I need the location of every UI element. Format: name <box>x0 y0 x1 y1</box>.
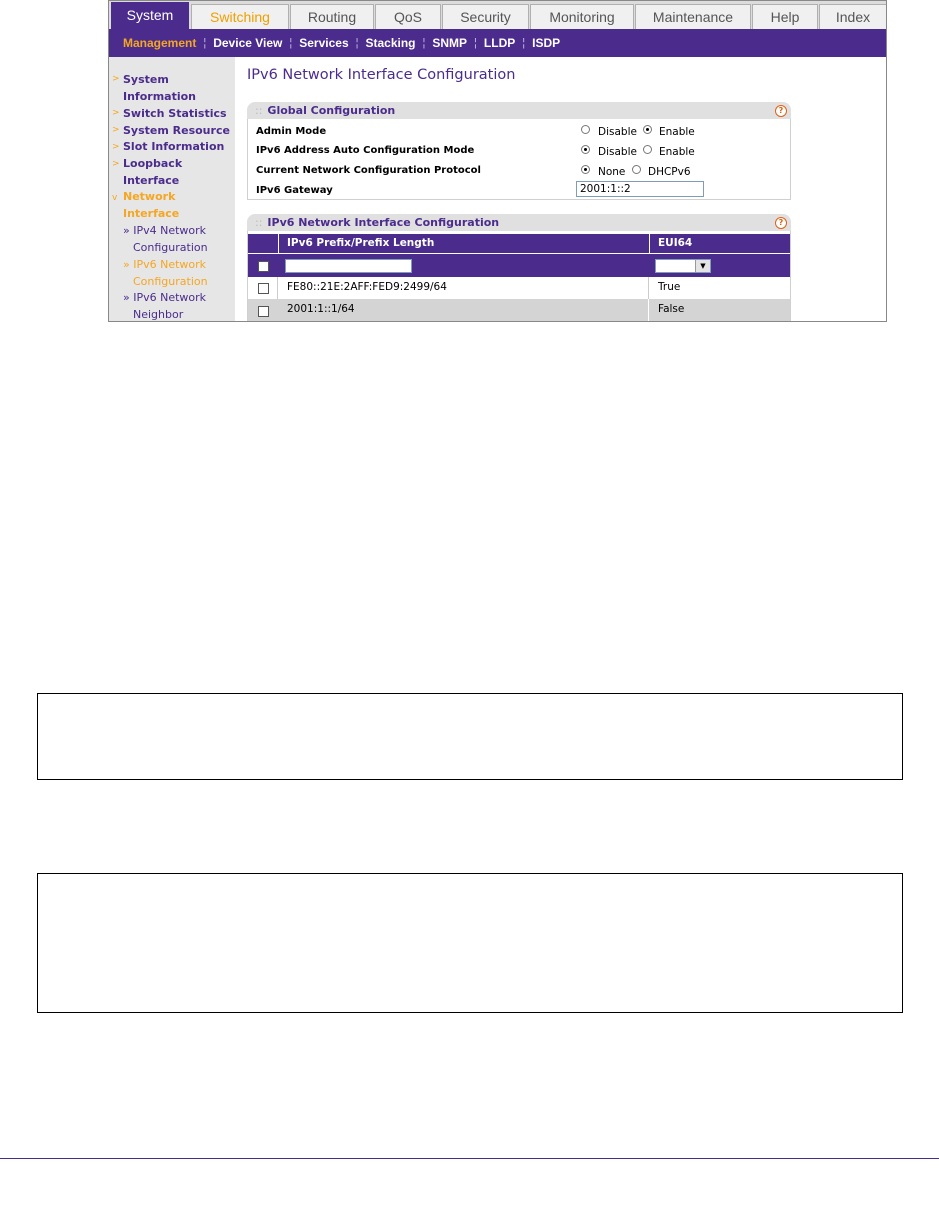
table-header-eui64: EUI64 <box>650 234 790 253</box>
config-protocol-label: Current Network Configuration Protocol <box>256 165 481 176</box>
new-row-checkbox[interactable] <box>258 261 269 272</box>
global-config-title: Global Configuration <box>267 104 396 117</box>
tab-security[interactable]: Security <box>442 4 529 29</box>
global-config-body <box>247 119 791 200</box>
global-config-header: :: Global Configuration ? <box>247 102 791 119</box>
help-icon[interactable]: ? <box>775 105 787 117</box>
page-title: IPv6 Network Interface Configuration <box>247 67 516 83</box>
menu-switch-statistics[interactable]: Switch Statistics <box>123 107 227 120</box>
admin-mode-disable-radio[interactable] <box>581 125 590 134</box>
note-box <box>37 873 903 1013</box>
admin-mode-label: Admin Mode <box>256 126 327 137</box>
chevron-right-icon: > <box>112 159 120 169</box>
subnav-management[interactable]: Management <box>123 36 197 50</box>
subnav-services[interactable]: Services <box>299 36 349 50</box>
help-icon[interactable]: ? <box>775 217 787 229</box>
row-checkbox[interactable] <box>258 283 269 294</box>
iface-config-header: :: IPv6 Network Interface Configuration ? <box>247 214 791 231</box>
table-header-select <box>248 234 278 253</box>
admin-mode-disable-label: Disable <box>598 126 637 138</box>
menu-ipv6-network-neighbor-line2[interactable]: Neighbor <box>133 308 184 321</box>
subnav-snmp[interactable]: SNMP <box>432 36 468 50</box>
screenshot-frame <box>108 0 887 322</box>
subnav-lldp[interactable]: LLDP <box>483 36 516 50</box>
ipv6-gateway-label: IPv6 Gateway <box>256 185 333 196</box>
chevron-down-icon: v <box>112 193 118 203</box>
menu-system-information-line2[interactable]: Information <box>123 90 196 103</box>
tab-index[interactable]: Index <box>819 4 887 29</box>
tab-monitoring[interactable]: Monitoring <box>530 4 634 29</box>
tab-maintenance[interactable]: Maintenance <box>635 4 751 29</box>
chevron-right-icon: > <box>112 142 120 152</box>
table-header-prefix: IPv6 Prefix/Prefix Length <box>279 234 649 253</box>
subnav-separator: ¦ <box>355 37 359 49</box>
subnav-device-view[interactable]: Device View <box>213 36 283 50</box>
table-cell-prefix: FE80::21E:2AFF:FED9:2499/64 <box>279 277 649 299</box>
chevron-right-icon: > <box>112 74 120 84</box>
chevron-right-icon: > <box>112 108 120 118</box>
menu-ipv6-network-neighbor[interactable]: » IPv6 Network <box>123 291 207 304</box>
menu-ipv6-network-configuration[interactable]: » IPv6 Network <box>123 258 207 271</box>
left-menu <box>109 57 235 322</box>
menu-slot-information[interactable]: Slot Information <box>123 140 225 153</box>
protocol-none-label: None <box>598 166 626 178</box>
sub-navigation <box>109 29 886 57</box>
row-checkbox[interactable] <box>258 306 269 317</box>
tab-help[interactable]: Help <box>752 4 818 29</box>
subnav-separator: ¦ <box>203 37 207 49</box>
menu-ipv4-network-configuration-line2[interactable]: Configuration <box>133 241 208 254</box>
tab-qos[interactable]: QoS <box>375 4 441 29</box>
admin-mode-enable-radio[interactable] <box>643 125 652 134</box>
subnav-separator: ¦ <box>474 37 477 49</box>
tab-system[interactable]: System <box>111 2 189 29</box>
table-cell-eui64: False <box>658 303 685 315</box>
menu-network-interface[interactable]: Network <box>123 190 176 203</box>
menu-system-resource[interactable]: System Resource <box>123 124 230 137</box>
subnav-separator: ¦ <box>422 37 426 49</box>
subnav-separator: ¦ <box>522 37 526 49</box>
auto-config-mode-label: IPv6 Address Auto Configuration Mode <box>256 145 475 156</box>
ipv6-gateway-input[interactable]: 2001:1::2 <box>576 181 704 197</box>
top-tab-bar <box>109 1 886 30</box>
footer-divider <box>0 1158 939 1159</box>
iface-config-body <box>247 231 791 322</box>
tab-switching[interactable]: Switching <box>191 4 289 29</box>
iface-config-title: IPv6 Network Interface Configuration <box>267 216 500 229</box>
protocol-dhcpv6-radio[interactable] <box>632 165 641 174</box>
admin-mode-enable-label: Enable <box>659 126 695 138</box>
new-eui64-select[interactable] <box>655 259 711 273</box>
menu-ipv6-network-configuration-line2[interactable]: Configuration <box>133 275 208 288</box>
auto-config-disable-radio[interactable] <box>581 145 590 154</box>
menu-loopback-interface[interactable]: Loopback <box>123 157 183 170</box>
menu-loopback-interface-line2[interactable]: Interface <box>123 174 180 187</box>
menu-ipv4-network-configuration[interactable]: » IPv4 Network <box>123 224 207 237</box>
auto-config-disable-label: Disable <box>598 146 637 158</box>
protocol-none-radio[interactable] <box>581 165 590 174</box>
tab-routing[interactable]: Routing <box>290 4 374 29</box>
protocol-dhcpv6-label: DHCPv6 <box>648 166 691 178</box>
auto-config-enable-radio[interactable] <box>643 145 652 154</box>
subnav-stacking[interactable]: Stacking <box>365 36 416 50</box>
menu-system-information[interactable]: System <box>123 73 169 86</box>
menu-network-interface-line2[interactable]: Interface <box>123 207 180 220</box>
new-prefix-input[interactable] <box>285 259 412 273</box>
subnav-separator: ¦ <box>289 37 293 49</box>
note-box <box>37 693 903 780</box>
auto-config-enable-label: Enable <box>659 146 695 158</box>
chevron-down-icon[interactable]: ▼ <box>695 260 710 272</box>
table-cell-prefix: 2001:1::1/64 <box>279 299 649 321</box>
table-cell-eui64: True <box>658 281 681 293</box>
subnav-isdp[interactable]: ISDP <box>532 36 561 50</box>
chevron-right-icon: > <box>112 125 120 135</box>
